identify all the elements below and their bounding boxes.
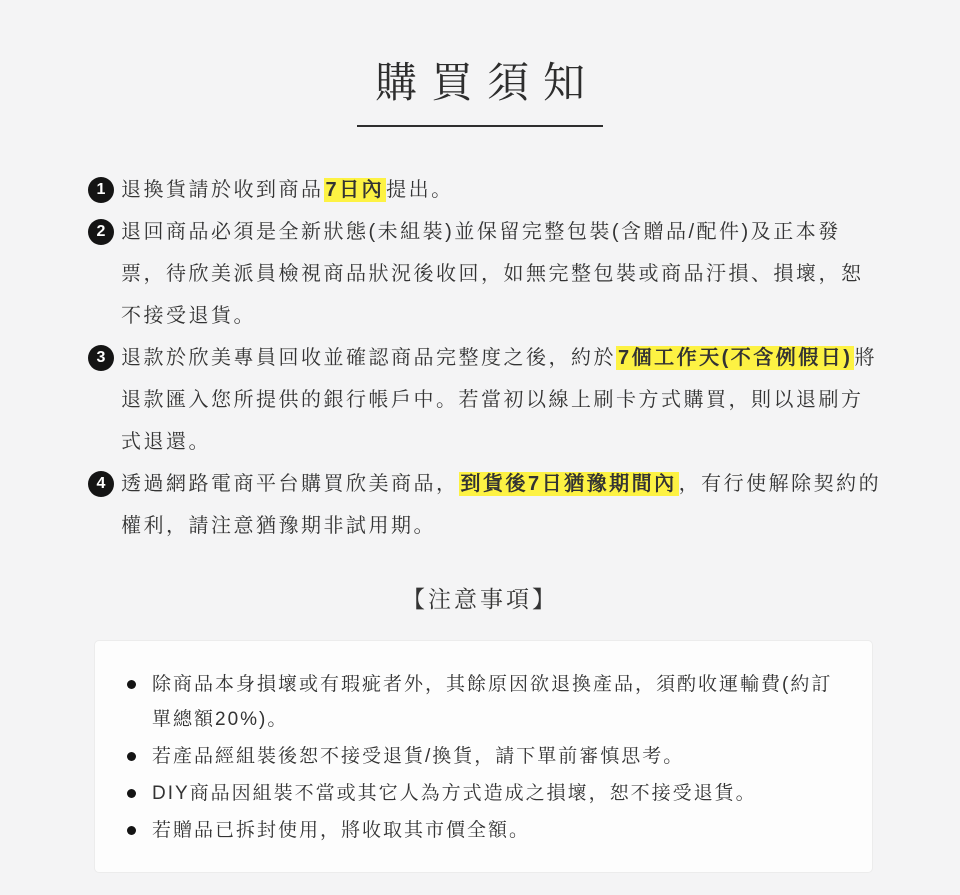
attention-bullet-3 <box>125 776 838 811</box>
bullet-text: 除商品本身損壞或有瑕疵者外，其餘原因欲退換產品，須酌收運輸費(約訂單總額20%)。 <box>152 674 833 730</box>
text-segment: 退款於欣美專員回收並確認商品完整度之後，約於 <box>121 347 616 369</box>
text-segment: 退換貨請於收到商品 <box>121 179 324 201</box>
item-text <box>121 211 884 337</box>
notice-item-1 <box>88 169 884 211</box>
numbered-notice-list <box>88 169 884 547</box>
bullet-dot-icon <box>127 826 136 835</box>
title-underline <box>357 125 603 127</box>
notice-item-3 <box>88 337 884 463</box>
attention-section-heading: 【注意事項】 <box>402 586 558 612</box>
text-segment: 將退款匯入您所提供的銀行帳戶中。若當初以線上刷卡方式購買，則以退刷方式退還。 <box>121 347 877 453</box>
item-text <box>121 463 884 547</box>
item-text <box>121 169 884 211</box>
attention-bullet-1 <box>125 667 838 737</box>
text-segment: 提出。 <box>386 179 454 201</box>
highlighted-text: 到貨後7日猶豫期間內 <box>460 473 677 495</box>
bullet-dot-icon <box>127 789 136 798</box>
text-segment: 透過網路電商平台購買欣美商品， <box>121 473 459 495</box>
bullet-dot-icon <box>127 680 136 689</box>
highlighted-text: 7日內 <box>325 179 385 201</box>
item-number-badge: 3 <box>88 345 114 371</box>
bullet-text: 若產品經組裝後恕不接受退貨/換貨，請下單前審慎思考。 <box>152 746 685 767</box>
item-number-badge: 1 <box>88 177 114 203</box>
highlighted-text: 7個工作天(不含例假日) <box>618 347 853 369</box>
attention-bullet-2 <box>125 739 838 774</box>
notice-item-2 <box>88 211 884 337</box>
bullet-text: DIY商品因組裝不當或其它人為方式造成之損壞，恕不接受退貨。 <box>152 783 757 804</box>
attention-box <box>94 640 873 873</box>
item-text <box>121 337 884 463</box>
item-number-badge: 2 <box>88 219 114 245</box>
attention-bullet-4 <box>125 813 838 848</box>
bullet-text: 若贈品已拆封使用，將收取其市價全額。 <box>152 820 531 841</box>
bullet-dot-icon <box>127 752 136 761</box>
page-title: 購買須知 <box>374 59 599 106</box>
text-segment: ，有行使解除契約的權利，請注意猶豫期非試用期。 <box>121 473 882 537</box>
text-segment: 退回商品必須是全新狀態(未組裝)並保留完整包裝(含贈品/配件)及正本發票，待欣美派員檢視商品狀況後收回，如無完整包裝或商品汙損、損壞，恕不接受退貨。 <box>121 221 864 327</box>
item-number-badge: 4 <box>88 471 114 497</box>
notice-item-4 <box>88 463 884 547</box>
